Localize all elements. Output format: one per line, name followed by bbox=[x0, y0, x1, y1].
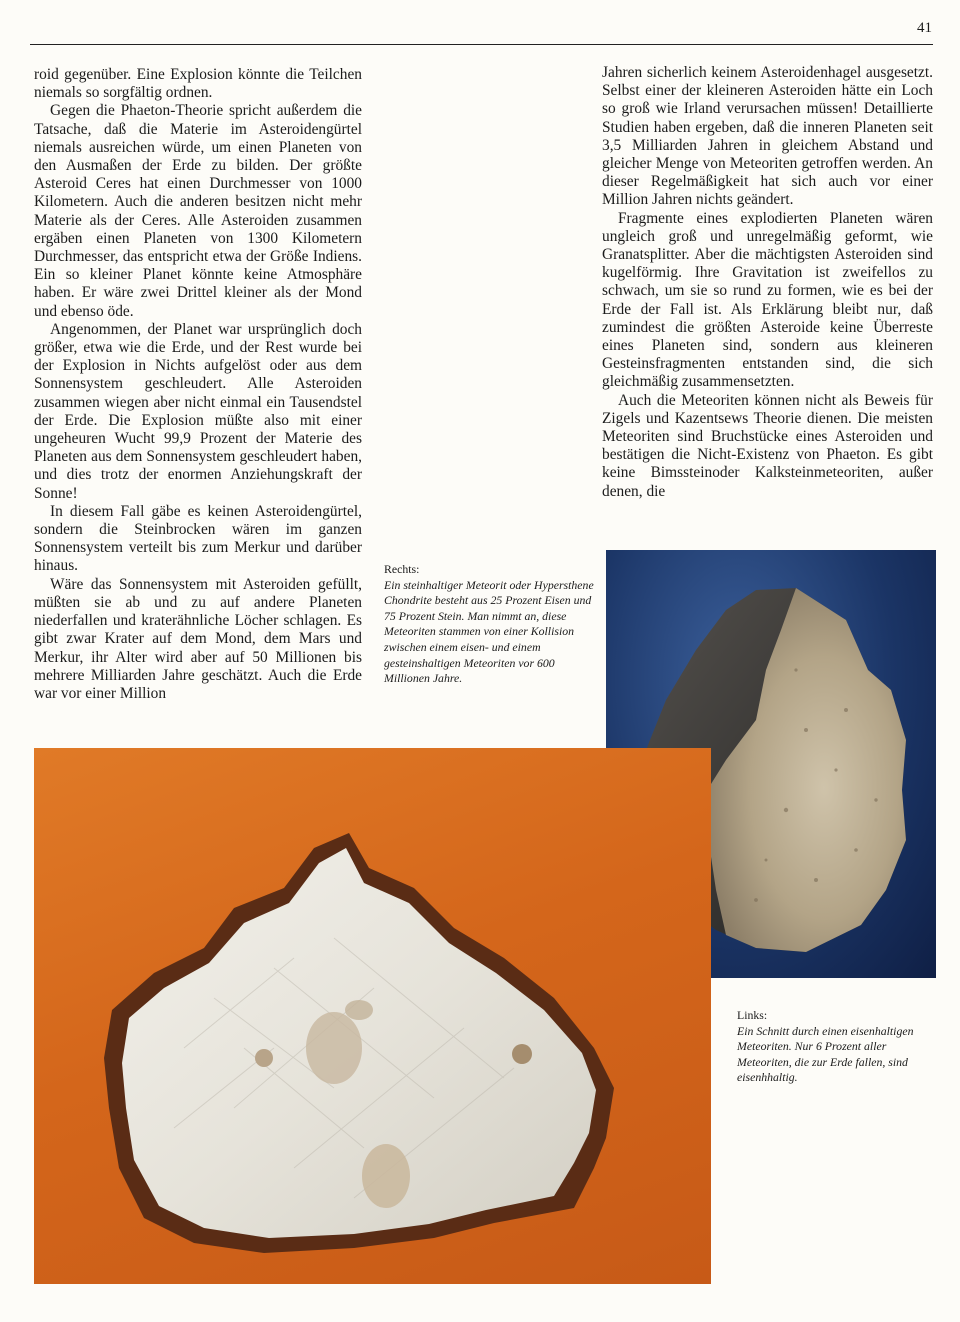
paragraph: Angenommen, der Planet war ursprünglich doch größer, etwa wie die Erde, und der Rest wurde bei der Explosion in Nichts aufgelöst oder aus dem Sonnensystem geschleudert. Alle Asteroiden zusammen wiegen aber nicht einmal ein Tausendstel der Erde. Die Explosion müßte also mit einer ungeheuren Wucht 99,9 Prozent der Materie des Planeten aus dem Sonnensystem geschleudert haben, und dies trotz der enormen Anziehungskraft der Sonne! bbox=[34, 320, 362, 502]
iron-meteorite-photo bbox=[34, 748, 711, 1284]
caption-title: Links: bbox=[737, 1008, 768, 1022]
paragraph: Gegen die Phaeton-Theorie spricht außerdem die Tatsache, daß die Materie im Asteroidengürtel niemals ausreichen würde, um einen Planeten von den Ausmaßen der Erde zu bilden. Der größte Asteroid Ceres hat einen Durchmesser von 1000 Kilometern. Auch die anderen besitzen nicht mehr Materie als der Ceres. Alle Asteroiden zusammen ergäben einen Planeten von 1300 Kilometern Durchmesser, das entspricht etwa der Größe Indiens. Ein so kleiner Planet könnte keine Atmosphäre haben. Er wäre zwei Drittel kleiner als der Mond und ebenso öde. bbox=[34, 102, 362, 320]
page-number: 41 bbox=[917, 20, 932, 36]
paragraph: In diesem Fall gäbe es keinen Asteroidengürtel, sondern die Steinbrocken wären im ganzen Sonnensystem verteilt bis zum Merkur und darüber hinaus. bbox=[34, 502, 362, 575]
caption-text: Ein steinhaltiger Meteorit oder Hypersthene Chondrite besteht aus 25 Prozent Eisen und 75 Prozent Stein. Man nimmt an, diese Meteoriten stammen von einer Kollision zwischen einem eisen- und einem gesteinshaltigen Meteoriten vor 600 Millionen Jahre. bbox=[384, 577, 594, 686]
paragraph: roid gegenüber. Eine Explosion könnte die Teilchen niemals so sorgfältig ordnen. bbox=[34, 66, 362, 102]
caption-iron-meteorite bbox=[737, 1008, 942, 1086]
paragraph: Auch die Meteoriten können nicht als Beweis für Zigels und Kazentsews Theorie dienen. Die meisten Meteoriten sind Bruchstücke eines Asteroiden und bestätigen die Nicht-Existenz von Phaeton. Es gibt keine Bimssteinoder Kalksteinmeteoriten, außer denen, die bbox=[602, 391, 933, 500]
paragraph: Jahren sicherlich keinem Asteroidenhagel ausgesetzt. Selbst einer der kleineren Asteroiden hätte ein Loch so groß wie Irland verursachen müssen! Detaillierte Studien haben ergeben, daß die inneren Planeten seit 3,5 Milliarden Jahren in gleichem Abstand und gleicher Menge von Meteoriten getroffen werden. An dieser Regelmäßigkeit hat sich auch vor einer Million Jahren nichts geändert. bbox=[602, 64, 933, 209]
paragraph: Fragmente eines explodierten Planeten wären ungleich groß und unregelmäßig geformt, wie Granatsplitter. Aber die mächtigsten Asteroiden sind kugelförmig. Ihre Gravitation ist zweifellos zu schwach, um sie so rund zu formen, wie es bei der Erde der Fall ist. Als Erklärung bleibt nur, daß zumindest die größten Asteroide keine Überreste eines Planeten sind, sondern aus kleineren Gesteinsfragmenten entstanden sind, die sich gleichmäßig zusammensetzten. bbox=[602, 209, 933, 391]
caption-title: Rechts: bbox=[384, 562, 420, 576]
caption-stony-meteorite bbox=[384, 562, 594, 687]
header-rule bbox=[30, 44, 933, 45]
paragraph: Wäre das Sonnensystem mit Asteroiden gefüllt, müßten sie ab und zu auf andere Planeten niederfallen und kraterähnliche Löcher schlagen. Es gibt zwar Krater auf dem Mond, dem Mars und Merkur, ihr Alter wird aber auf 50 Millionen bis mehrere Milliarden Jahre geschätzt. Auch die Erde war vor einer Million bbox=[34, 575, 362, 702]
text-column-left bbox=[34, 66, 362, 703]
caption-text: Ein Schnitt durch einen eisenhaltigen Meteoriten. Nur 6 Prozent aller Meteoriten, die zur Erde fallen, sind eisenhhaltig. bbox=[737, 1023, 914, 1085]
text-column-right bbox=[602, 64, 933, 501]
